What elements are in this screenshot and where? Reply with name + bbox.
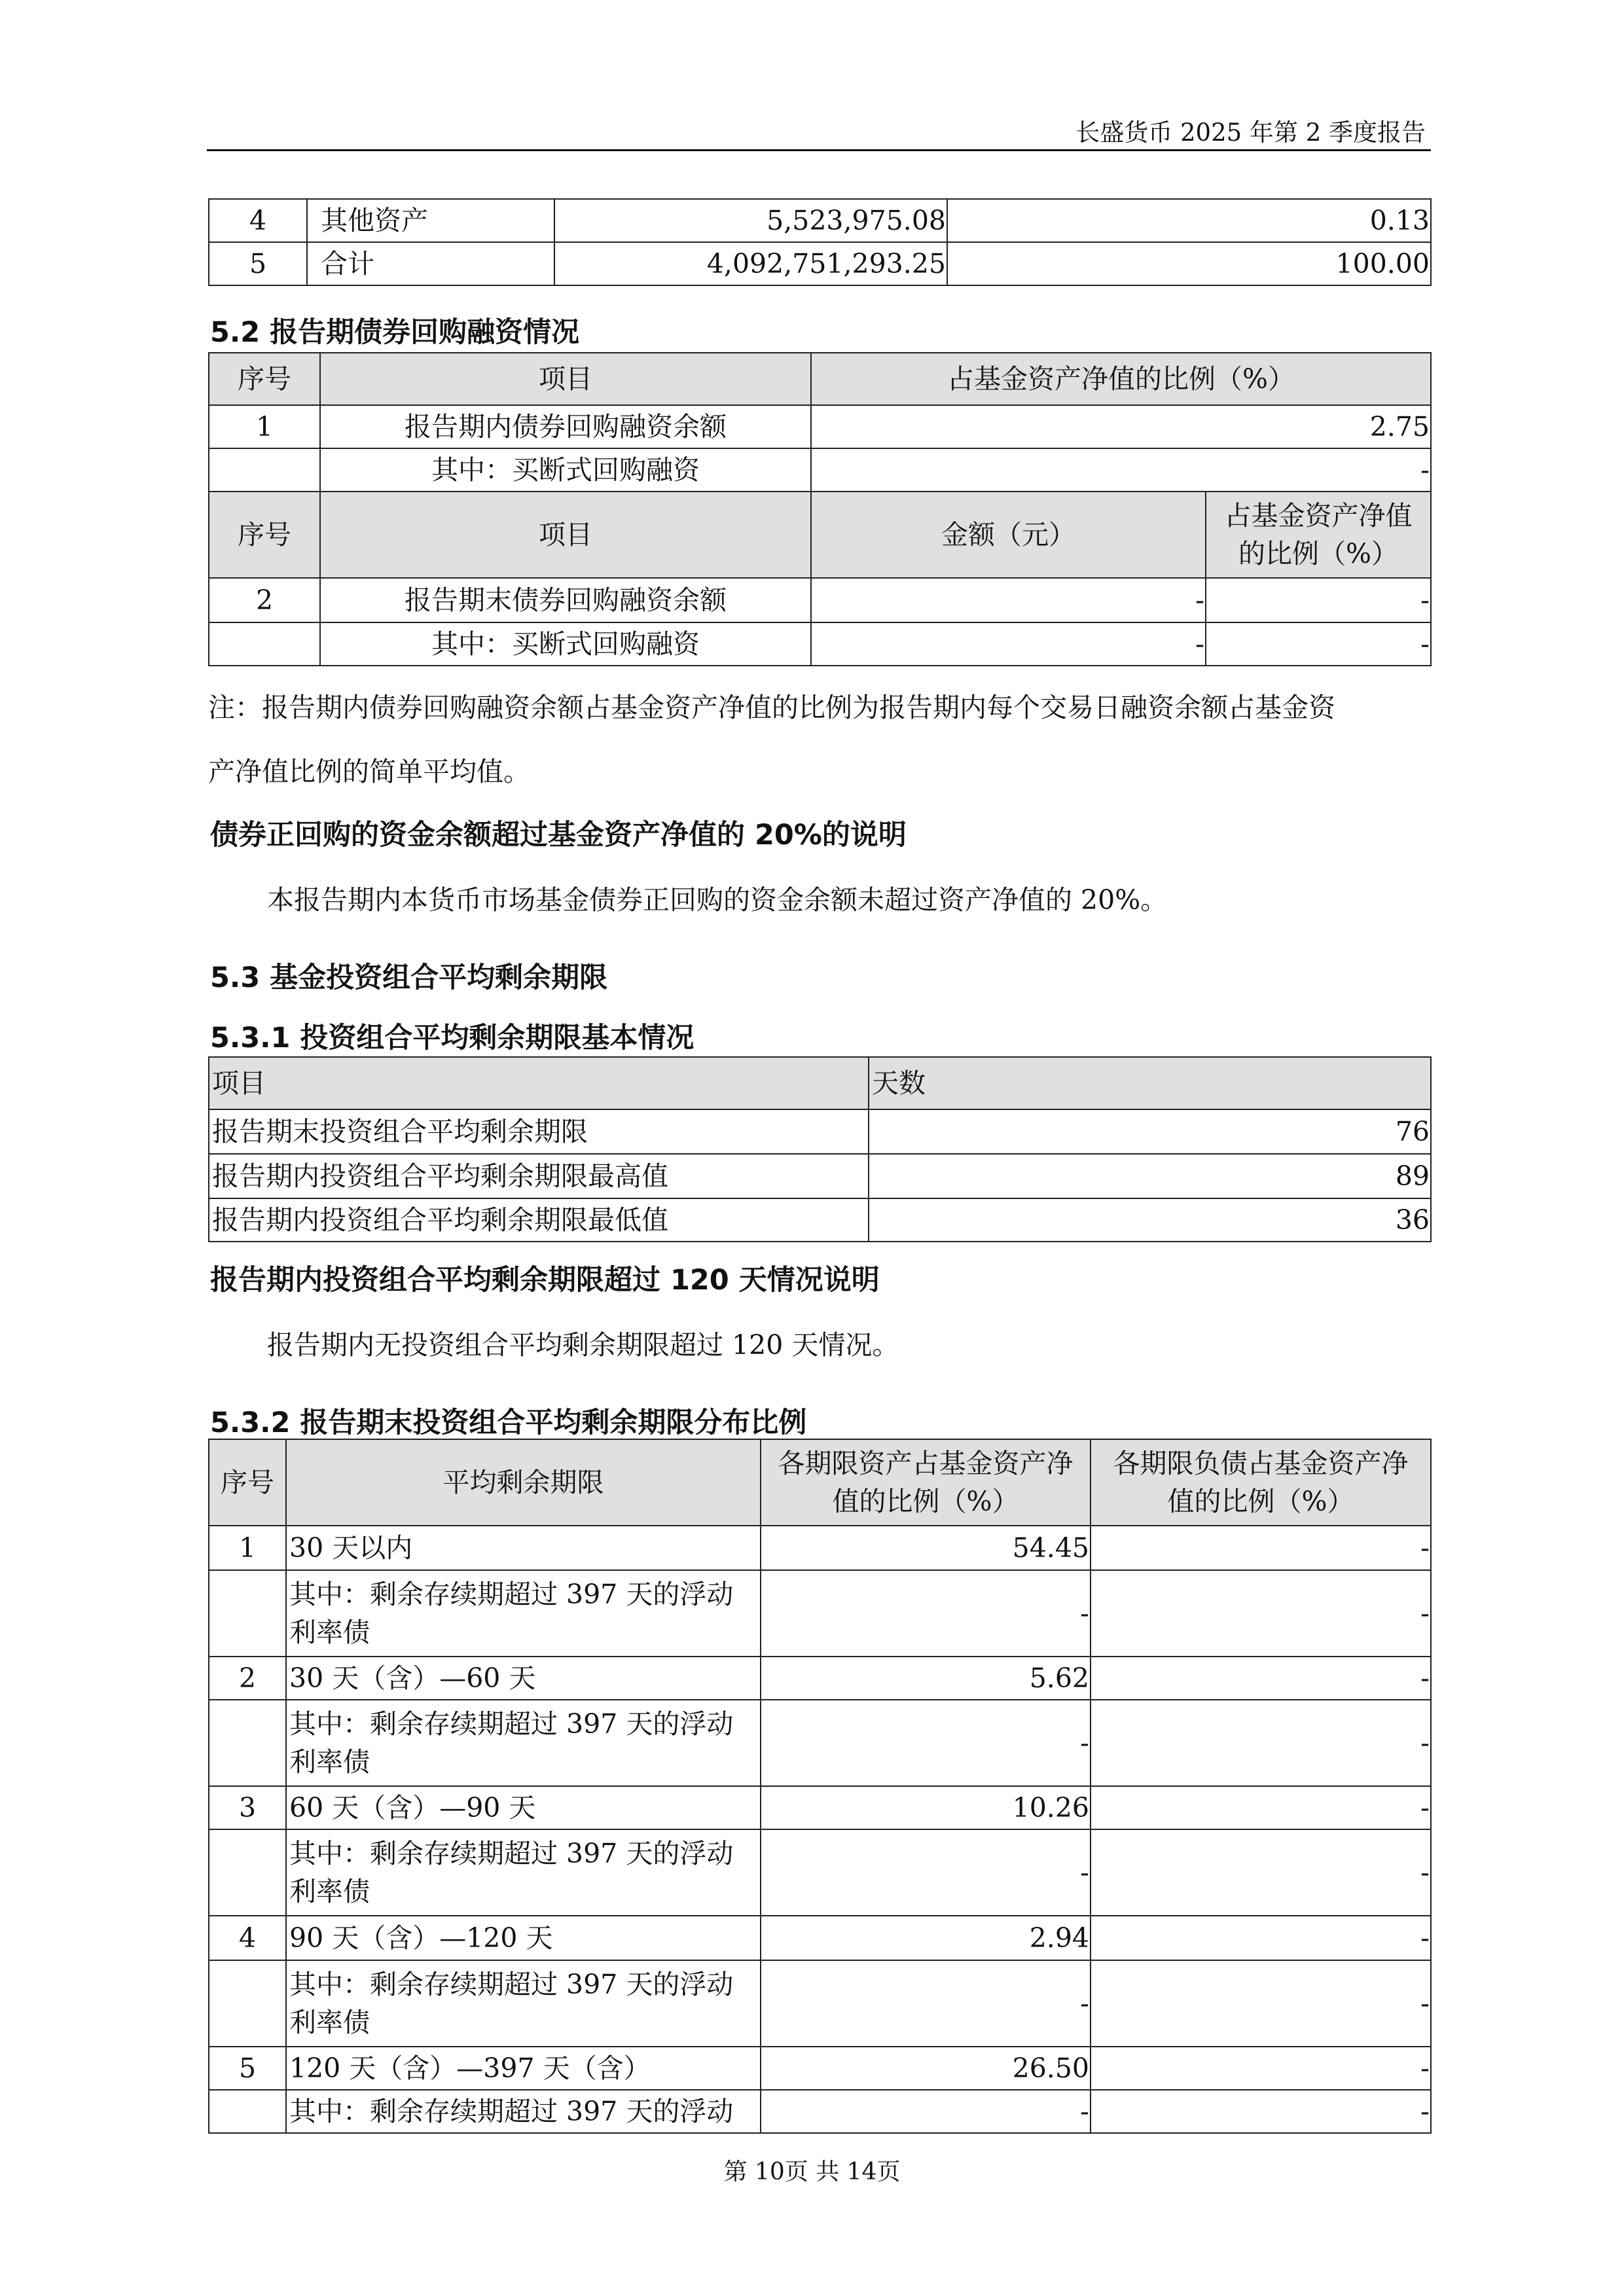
table-row <box>209 199 1431 242</box>
sub-item-line1: 其中：剩余存续期超过 397 天的浮动 <box>289 1837 734 1869</box>
row-days: 76 <box>869 1109 1431 1154</box>
page-header-title: 长盛货币 2025 年第 2 季度报告 <box>1075 118 1426 147</box>
row-number: 2 <box>209 578 320 622</box>
row-number: 4 <box>209 199 307 242</box>
col-header-asset-line1: 各期限资产占基金资产净 <box>778 1447 1074 1479</box>
col-header-liability-ratio <box>1091 1439 1431 1526</box>
row-sub-item <box>286 1960 761 2047</box>
row-item: 报告期内投资组合平均剩余期限最低值 <box>209 1198 869 1242</box>
row-liability-ratio: - <box>1091 1526 1431 1570</box>
col-header-no: 序号 <box>209 1439 286 1526</box>
table-row <box>209 1154 1431 1198</box>
row-sub-liability-ratio: - <box>1091 1960 1431 2047</box>
table-row <box>209 1198 1431 1242</box>
table-row <box>209 448 1431 492</box>
row-amount: 4,092,751,293.25 <box>554 242 947 285</box>
section-heading-5-2: 5.2 报告期债券回购融资情况 <box>210 316 580 349</box>
row-liability-ratio: - <box>1091 2047 1431 2090</box>
row-ratio: 0.13 <box>947 199 1431 242</box>
row-sub-asset-ratio: - <box>761 1570 1091 1657</box>
over-120-text: 报告期内无投资组合平均剩余期限超过 120 天情况。 <box>267 1329 899 1361</box>
table-row <box>209 405 1431 448</box>
col-header-ratio: 占基金资产净值的比例（%） <box>811 353 1431 405</box>
row-sub-liability-ratio: - <box>1091 1829 1431 1916</box>
table-row-sub <box>209 1829 1431 1916</box>
row-item: 其中：买断式回购融资 <box>320 622 811 666</box>
table-row <box>209 1657 1431 1700</box>
row-sub-item <box>286 1700 761 1786</box>
row-sub-asset-ratio: - <box>761 1700 1091 1786</box>
sub-item-line1: 其中：剩余存续期超过 397 天的浮动 <box>289 2095 734 2127</box>
row-asset-ratio: 54.45 <box>761 1526 1091 1570</box>
row-days: 36 <box>869 1198 1431 1242</box>
asset-table <box>208 198 1432 286</box>
row-number: 2 <box>209 1657 286 1700</box>
row-number <box>209 448 320 492</box>
row-item: 其他资产 <box>307 199 554 242</box>
row-item: 合计 <box>307 242 554 285</box>
col-header-no: 序号 <box>209 492 320 578</box>
row-sub-item <box>286 2090 761 2133</box>
header-rule <box>207 149 1431 151</box>
note-line-2: 产净值比例的简单平均值。 <box>208 756 530 787</box>
col-header-days: 天数 <box>869 1057 1431 1109</box>
row-number-empty <box>209 1700 286 1786</box>
row-ratio: 100.00 <box>947 242 1431 285</box>
sub-item-line1: 其中：剩余存续期超过 397 天的浮动 <box>289 1578 734 1610</box>
row-number-empty <box>209 1829 286 1916</box>
table-row-sub <box>209 1700 1431 1786</box>
row-liability-ratio: - <box>1091 1916 1431 1960</box>
table-row <box>209 1109 1431 1154</box>
row-asset-ratio: 10.26 <box>761 1786 1091 1829</box>
col-header-amount: 金额（元） <box>811 492 1206 578</box>
over-120-heading: 报告期内投资组合平均剩余期限超过 120 天情况说明 <box>210 1264 880 1297</box>
col-header-asset-ratio <box>761 1439 1091 1526</box>
section-heading-5-3-1: 5.3.1 投资组合平均剩余期限基本情况 <box>210 1022 695 1054</box>
row-sub-item <box>286 1570 761 1657</box>
table-header-row <box>209 1057 1431 1109</box>
row-period: 30 天（含）—60 天 <box>286 1657 761 1700</box>
row-sub-asset-ratio: - <box>761 2090 1091 2133</box>
table-header-row <box>209 353 1431 405</box>
col-header-liab-line2: 值的比例（%） <box>1167 1486 1354 1517</box>
row-period: 90 天（含）—120 天 <box>286 1916 761 1960</box>
row-liability-ratio: - <box>1091 1657 1431 1700</box>
repo-over-20-heading: 债券正回购的资金余额超过基金资产净值的 20%的说明 <box>210 819 907 852</box>
repo-over-20-text: 本报告期内本货币市场基金债券正回购的资金余额未超过资产净值的 20%。 <box>267 884 1168 916</box>
col-header-ratio-line1: 占基金资产净值 <box>1224 499 1413 531</box>
row-number: 3 <box>209 1786 286 1829</box>
row-ratio: 2.75 <box>811 405 1431 448</box>
table-row <box>209 242 1431 285</box>
table-header-row <box>209 492 1431 578</box>
col-header-item: 项目 <box>209 1057 869 1109</box>
row-number <box>209 622 320 666</box>
section-heading-5-3-2: 5.3.2 报告期末投资组合平均剩余期限分布比例 <box>210 1407 807 1439</box>
row-item: 报告期内债券回购融资余额 <box>320 405 811 448</box>
row-number-empty <box>209 1570 286 1657</box>
row-sub-liability-ratio: - <box>1091 1700 1431 1786</box>
table-row <box>209 622 1431 666</box>
row-number: 5 <box>209 2047 286 2090</box>
sub-item-line2: 利率债 <box>289 1876 370 1907</box>
repo-table <box>208 352 1432 666</box>
row-asset-ratio: 5.62 <box>761 1657 1091 1700</box>
row-period: 120 天（含）—397 天（含） <box>286 2047 761 2090</box>
sub-item-line1: 其中：剩余存续期超过 397 天的浮动 <box>289 1708 734 1740</box>
row-sub-item <box>286 1829 761 1916</box>
row-period: 60 天（含）—90 天 <box>286 1786 761 1829</box>
row-ratio: - <box>1206 578 1431 622</box>
note-line-1: 注：报告期内债券回购融资余额占基金资产净值的比例为报告期内每个交易日融资余额占基金资 <box>208 692 1335 723</box>
sub-item-line2: 利率债 <box>289 1746 370 1778</box>
table-row <box>209 578 1431 622</box>
row-item: 报告期末债券回购融资余额 <box>320 578 811 622</box>
maturity-distribution-table <box>208 1439 1432 2134</box>
col-header-period: 平均剩余期限 <box>286 1439 761 1526</box>
page-number-footer: 第 10页 共 14页 <box>723 2159 901 2185</box>
col-header-item: 项目 <box>320 492 811 578</box>
table-row-sub <box>209 2090 1431 2133</box>
col-header-item: 项目 <box>320 353 811 405</box>
row-ratio: - <box>811 448 1431 492</box>
sub-item-line1: 其中：剩余存续期超过 397 天的浮动 <box>289 1968 734 2000</box>
table-header-row <box>209 1439 1431 1526</box>
table-row <box>209 1786 1431 1829</box>
row-number: 4 <box>209 1916 286 1960</box>
row-ratio: - <box>1206 622 1431 666</box>
col-header-liab-line1: 各期限负债占基金资产净 <box>1113 1447 1409 1479</box>
row-liability-ratio: - <box>1091 1786 1431 1829</box>
row-number: 1 <box>209 405 320 448</box>
row-number-empty <box>209 1960 286 2047</box>
row-number-empty <box>209 2090 286 2133</box>
row-sub-liability-ratio: - <box>1091 1570 1431 1657</box>
table-row <box>209 2047 1431 2090</box>
row-item: 其中：买断式回购融资 <box>320 448 811 492</box>
row-sub-liability-ratio: - <box>1091 2090 1431 2133</box>
row-days: 89 <box>869 1154 1431 1198</box>
col-header-ratio-line2: 的比例（%） <box>1238 538 1398 569</box>
col-header-asset-line2: 值的比例（%） <box>832 1486 1019 1517</box>
row-number: 1 <box>209 1526 286 1570</box>
avg-maturity-table <box>208 1056 1432 1242</box>
row-sub-asset-ratio: - <box>761 1829 1091 1916</box>
row-asset-ratio: 26.50 <box>761 2047 1091 2090</box>
col-header-ratio <box>1206 492 1431 578</box>
row-item: 报告期内投资组合平均剩余期限最高值 <box>209 1154 869 1198</box>
row-period: 30 天以内 <box>286 1526 761 1570</box>
row-amount: - <box>811 622 1206 666</box>
sub-item-line2: 利率债 <box>289 1617 370 1648</box>
table-row <box>209 1526 1431 1570</box>
col-header-no: 序号 <box>209 353 320 405</box>
table-row-sub <box>209 1960 1431 2047</box>
row-amount: - <box>811 578 1206 622</box>
table-row <box>209 1916 1431 1960</box>
section-heading-5-3: 5.3 基金投资组合平均剩余期限 <box>210 961 608 994</box>
table-row-sub <box>209 1570 1431 1657</box>
row-item: 报告期末投资组合平均剩余期限 <box>209 1109 869 1154</box>
row-number: 5 <box>209 242 307 285</box>
row-amount: 5,523,975.08 <box>554 199 947 242</box>
row-sub-asset-ratio: - <box>761 1960 1091 2047</box>
row-asset-ratio: 2.94 <box>761 1916 1091 1960</box>
sub-item-line2: 利率债 <box>289 2007 370 2038</box>
